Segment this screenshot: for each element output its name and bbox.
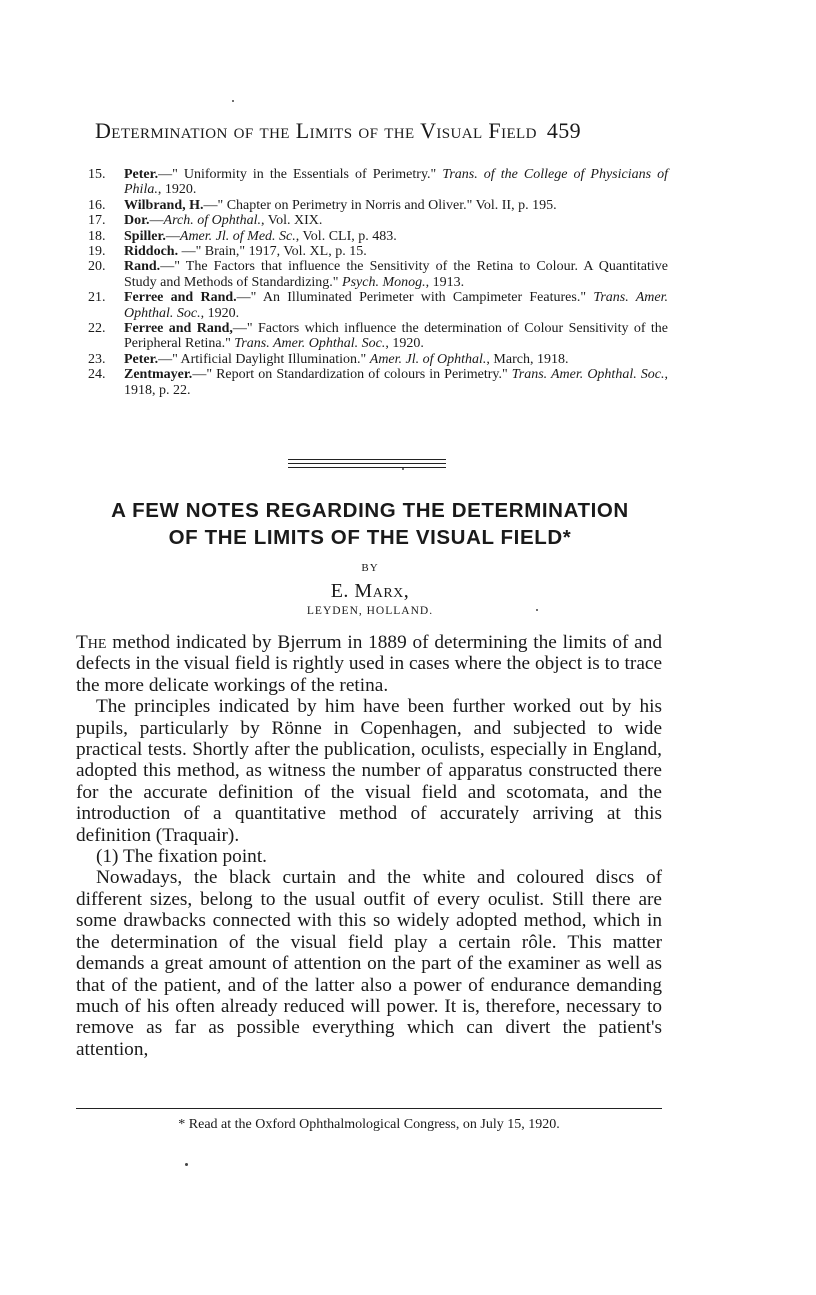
footnote: * Read at the Oxford Ophthalmological Congress, on July 15, 1920. — [178, 1117, 560, 1132]
reference-author: Peter. — [124, 351, 159, 367]
reference-item — [88, 259, 668, 290]
reference-text: —" Report on Standardization of colours in Perimetry." — [192, 367, 512, 383]
body-paragraph: The method indicated by Bjerrum in 1889 of determining the limits of and defects in the visual field is rightly used in cases where the object is to trace the more delicate workings of the retina. — [76, 632, 662, 696]
article-title — [70, 497, 670, 551]
reference-item — [88, 167, 668, 198]
reference-author: Dor. — [124, 213, 150, 229]
reference-number: 21. — [88, 290, 106, 306]
reference-tail: , 1920. — [157, 182, 197, 198]
page-number: 459 — [546, 118, 582, 143]
reference-author: Spiller. — [124, 228, 166, 244]
reference-tail: , Vol. XIX. — [261, 213, 323, 229]
running-head-title: Determination of the Limits of the Visual Field — [95, 118, 537, 143]
reference-number: 23. — [88, 351, 106, 367]
running-head — [95, 118, 675, 144]
reference-author: Ferree and Rand, — [124, 321, 233, 337]
byline-by: BY — [361, 562, 379, 574]
reference-item — [88, 321, 668, 352]
lead-word: The — [76, 632, 107, 653]
reference-number: 24. — [88, 367, 106, 383]
body-paragraph: The principles indicated by him have been further worked out by his pupils, particularly by Rönne in Copenhagen, and subjected to wide practical tests. Shortly after the publication, oculists, especially in England, adopted this method, as witness the number of apparatus constructed there for the accurate definition of the visual field and scotomata, and the introduction of a quantitative method of accurately arriving at this definition (Traquair). — [76, 696, 662, 846]
reference-text: —" Factors which influence the determination of Colour Sensitivity of the Peripheral Retina." — [124, 321, 669, 352]
article-title-line-2: OF THE LIMITS OF THE VISUAL FIELD* — [168, 526, 572, 549]
reference-item — [88, 352, 668, 367]
reference-author: Wilbrand, H. — [124, 197, 204, 213]
reference-item — [88, 244, 668, 259]
reference-item — [88, 290, 668, 321]
reference-text: —" Brain," 1917, Vol. XL, p. 15. — [178, 244, 367, 260]
reference-source: Trans. Amer. Ophthal. Soc. — [124, 290, 669, 321]
reference-list — [88, 167, 668, 398]
article-title-line-1: A FEW NOTES REGARDING THE DETERMINATION — [111, 499, 629, 522]
author-location: LEYDEN, HOLLAND. — [306, 605, 434, 617]
reference-item — [88, 367, 668, 398]
reference-tail: , Vol. CLI, p. 483. — [295, 228, 397, 244]
reference-number: 20. — [88, 259, 106, 275]
reference-item — [88, 229, 668, 244]
reference-text: — — [165, 228, 180, 244]
reference-number: 16. — [88, 197, 106, 213]
reference-author: Rand. — [124, 259, 161, 275]
reference-tail: , 1918, p. 22. — [124, 367, 668, 398]
reference-text: —" Uniformity in the Essentials of Perimetry." — [158, 167, 443, 182]
reference-tail: , March, 1918. — [486, 351, 569, 367]
reference-tail: , 1913. — [425, 274, 465, 290]
reference-number: 17. — [88, 213, 106, 229]
reference-text: —" Artificial Daylight Illumination." — [158, 351, 370, 367]
author-name: E. Marx, — [330, 580, 410, 602]
reference-item — [88, 213, 668, 228]
reference-number: 18. — [88, 228, 106, 244]
section-divider — [288, 459, 446, 471]
reference-author: Zentmayer. — [124, 367, 193, 383]
reference-source: Trans. Amer. Ophthal. Soc. — [511, 367, 665, 383]
reference-number: 15. — [88, 167, 106, 182]
reference-source: Arch. of Ophthal. — [163, 213, 262, 229]
body-paragraph: Nowadays, the black curtain and the white and coloured discs of different sizes, belong to the usual outfit of every oculist. Still there are some drawbacks connected with this so widely adopted method, which in the determination of the visual field play a certain rôle. This matter demands a great amount of attention on the part of the examiner as well as that of the patient, and of the latter also a power of endurance demanding much of his often already reduced will power. It is, therefore, necessary to remove as far as possible everything which can divert the patient's attention, — [76, 867, 662, 1060]
footnote-rule — [76, 1108, 662, 1109]
reference-number: 22. — [88, 321, 106, 337]
reference-source: Psych. Monog. — [342, 274, 426, 290]
reference-text: —" An Illuminated Perimeter with Campimeter Features." — [236, 290, 594, 306]
reference-number: 19. — [88, 244, 106, 260]
reference-source: Amer. Jl. of Med. Sc. — [179, 228, 296, 244]
reference-text: — — [149, 213, 164, 229]
reference-text: —" The Factors that influence the Sensitivity of the Retina to Colour. A Quantitative Study and Methods of Standardizing." — [124, 259, 668, 290]
reference-tail: , 1920. — [200, 305, 240, 321]
reference-text: —" Chapter on Perimetry in Norris and Oliver." Vol. II, p. 195. — [203, 197, 557, 213]
reference-tail: , 1920. — [385, 336, 424, 352]
reference-source: Trans. Amer. Ophthal. Soc. — [234, 336, 386, 352]
reference-author: Riddoch. — [124, 244, 179, 260]
reference-source: Amer. Jl. of Ophthal. — [369, 351, 487, 367]
reference-item — [88, 198, 668, 213]
reference-author: Peter. — [124, 167, 159, 182]
article-body — [76, 632, 662, 1060]
reference-source: Trans. of the College of Physicians of Phila. — [124, 167, 668, 198]
reference-author: Ferree and Rand. — [124, 290, 237, 306]
section-heading: (1) The fixation point. — [96, 846, 267, 868]
